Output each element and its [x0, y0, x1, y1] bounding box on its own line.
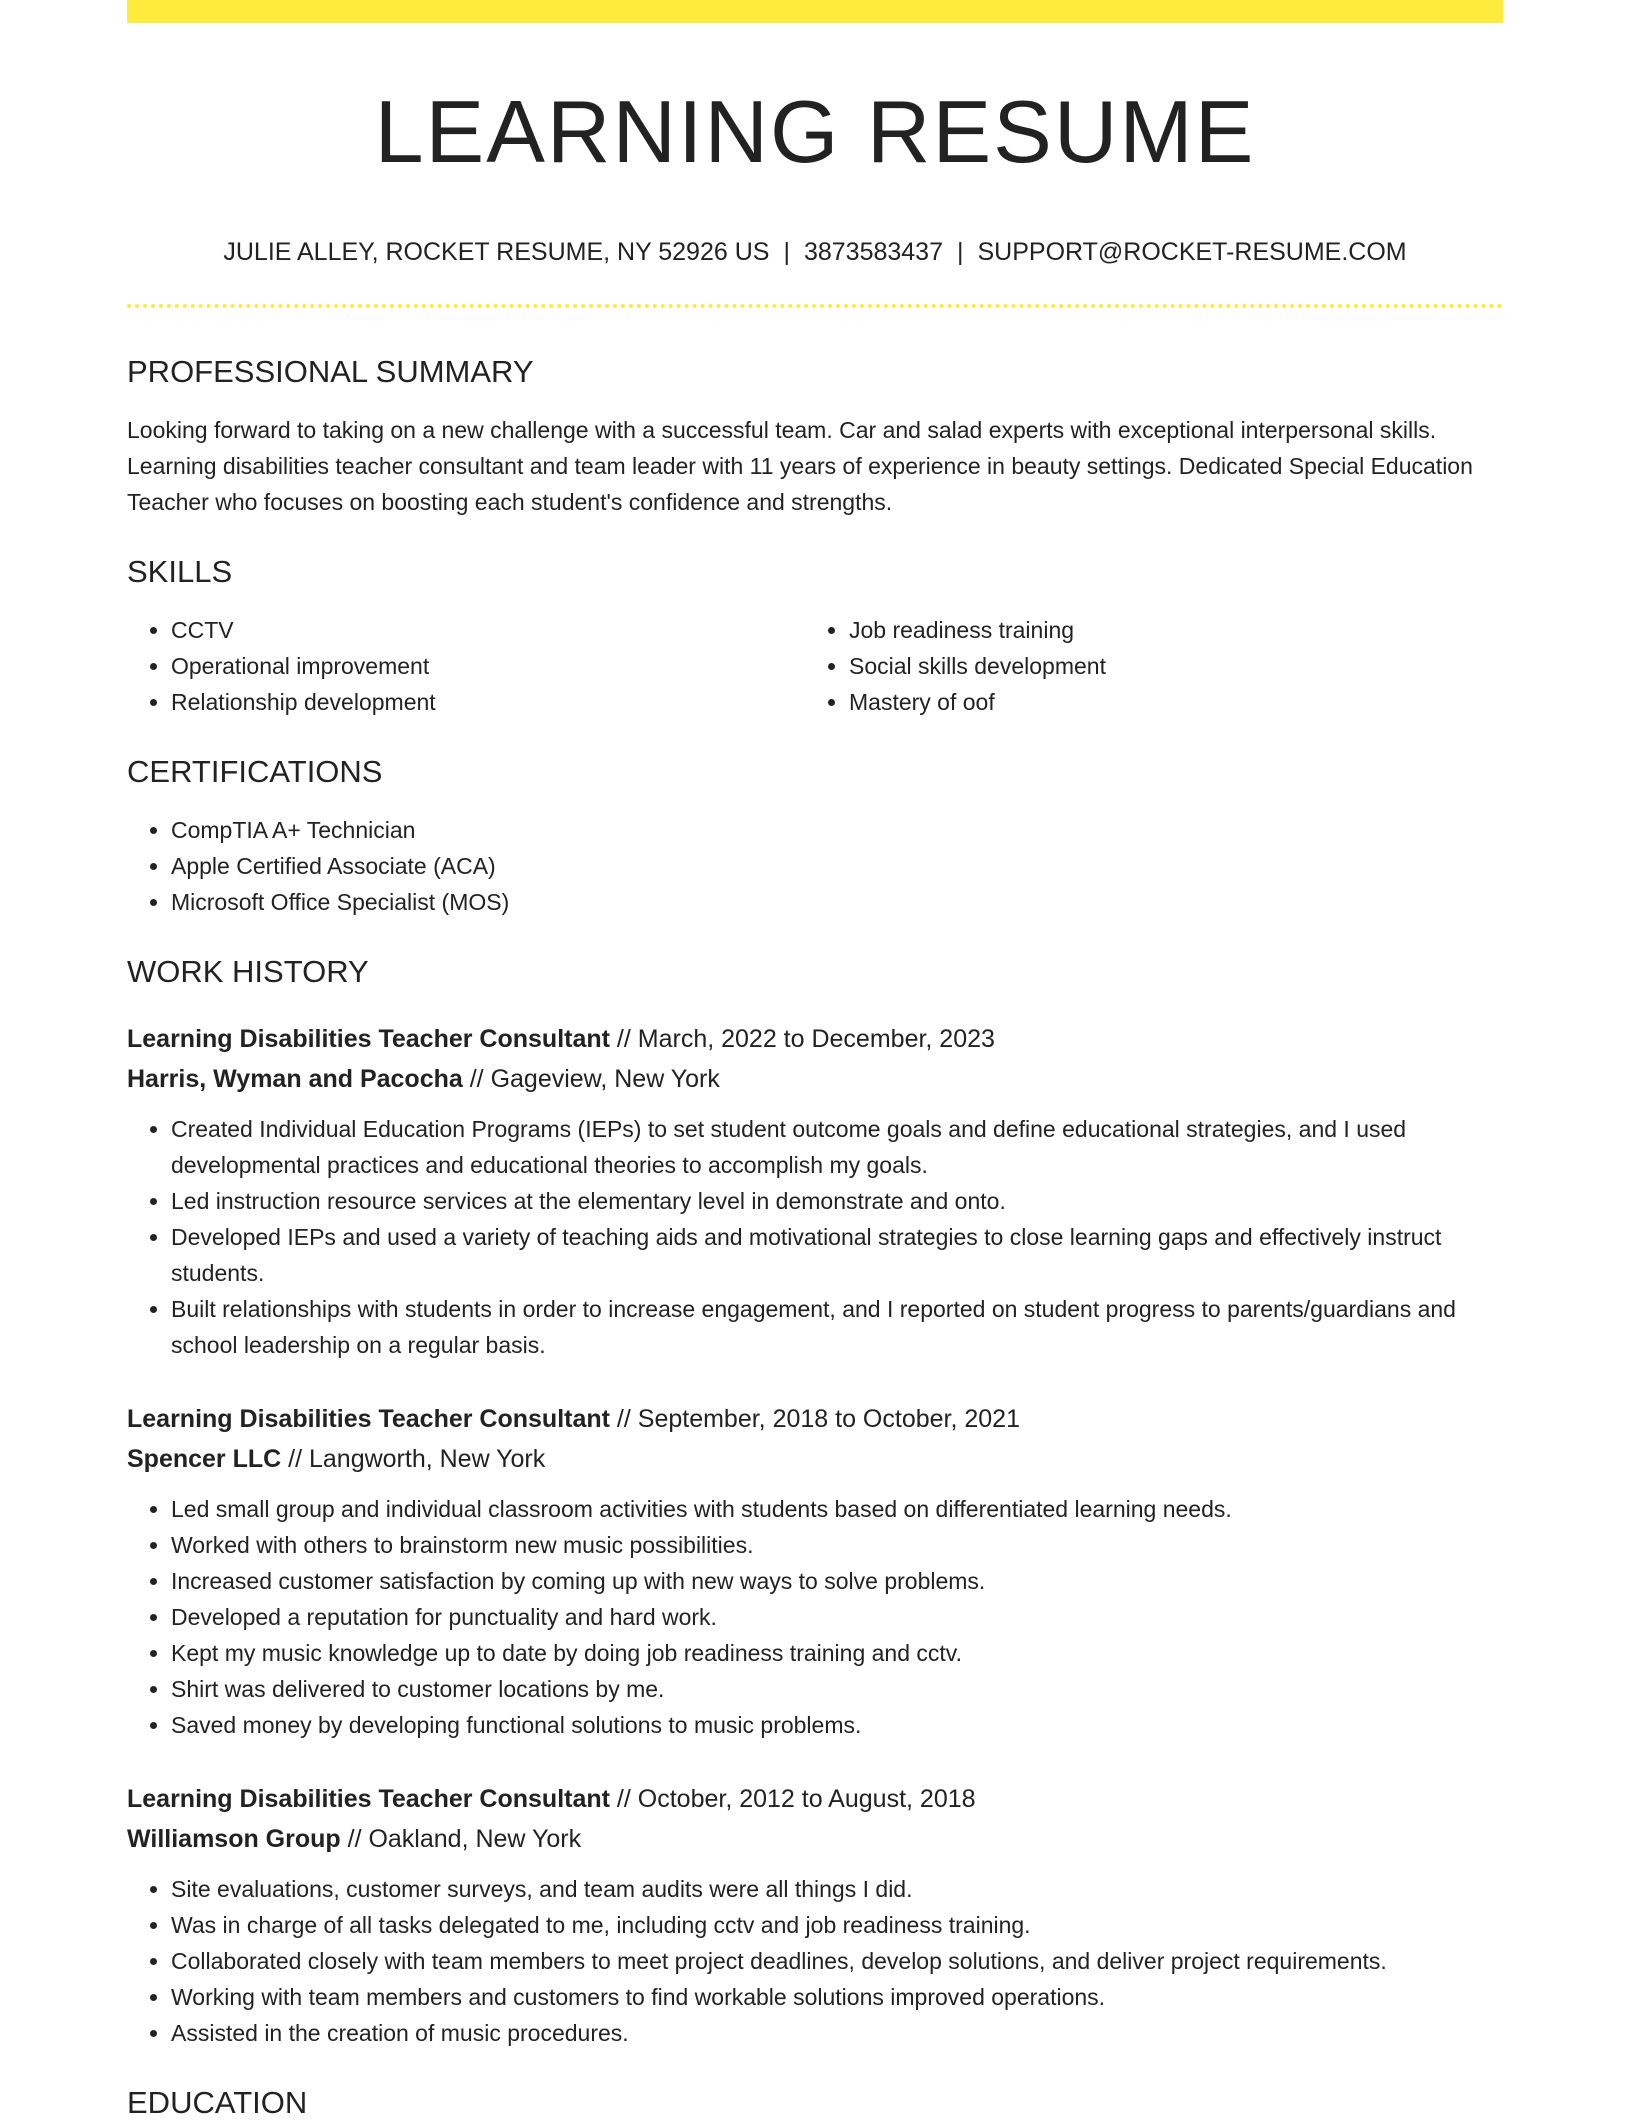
job-bullet: • Assisted in the creation of music procedures. [171, 2015, 1503, 2051]
job-title-line [127, 1019, 1503, 1059]
job-bullet: • Collaborated closely with team members to meet project deadlines, develop solutions, and deliver project requirements. [171, 1943, 1503, 1979]
skills-columns [127, 612, 1503, 720]
job-bullet: • Shirt was delivered to customer locations by me. [171, 1671, 1503, 1707]
job-bullet: • Developed a reputation for punctuality and hard work. [171, 1599, 1503, 1635]
education-heading: EDUCATION [127, 2084, 308, 2120]
job-entry [127, 1019, 1503, 1363]
job-title: Learning Disabilities Teacher Consultant [127, 1784, 610, 1813]
skills-heading: SKILLS [127, 553, 233, 589]
contact-separator: | [957, 237, 964, 266]
job-bullets [127, 1491, 1503, 1743]
job-dates: // September, 2018 to October, 2021 [609, 1404, 1020, 1433]
skill-item: • Job readiness training [849, 612, 1483, 648]
job-bullet: • Led instruction resource services at the elementary level in demonstrate and onto. [171, 1183, 1503, 1219]
contact-separator: | [783, 237, 790, 266]
job-bullet: • Kept my music knowledge up to date by doing job readiness training and cctv. [171, 1635, 1503, 1671]
job-dates: // October, 2012 to August, 2018 [609, 1784, 976, 1813]
job-bullet: • Created Individual Education Programs (IEPs) to set student outcome goals and define educational strategies, and I used developmental practices and educational theories to accomplish my goals. [171, 1111, 1503, 1183]
job-company-line [127, 1819, 1503, 1859]
summary-text: Looking forward to taking on a new challenge with a successful team. Car and salad experts with exceptional interpersonal skills. Learning disabilities teacher consultant and team leader with 11 years of experience in beauty settings. Dedicated Special Education Teacher who focuses on boosting each student's confidence and strengths. [127, 416, 1473, 515]
job-bullet: • Developed IEPs and used a variety of teaching aids and motivational strategies to close learning gaps and effectively instruct students. [171, 1219, 1503, 1291]
contact-email: SUPPORT@ROCKET-RESUME.COM [977, 237, 1407, 266]
certification-item: • CompTIA A+ Technician [171, 812, 1503, 848]
resume-title: LEARNING RESUME [374, 82, 1256, 181]
job-entry [127, 1399, 1503, 1743]
contact-phone: 3873583437 [803, 237, 943, 266]
job-bullet: • Led small group and individual classroom activities with students based on differentiated learning needs. [171, 1491, 1503, 1527]
job-title: Learning Disabilities Teacher Consultant [127, 1024, 610, 1053]
skills-list-left [127, 612, 805, 720]
job-bullet: • Worked with others to brainstorm new music possibilities. [171, 1527, 1503, 1563]
job-bullet: • Saved money by developing functional solutions to music problems. [171, 1707, 1503, 1743]
certifications-list [127, 812, 1503, 920]
job-company: Harris, Wyman and Pacocha [127, 1064, 463, 1093]
dotted-divider [127, 304, 1503, 308]
work-history-heading: WORK HISTORY [127, 954, 369, 990]
job-location: // Gageview, New York [462, 1064, 720, 1093]
skills-list-right [805, 612, 1483, 720]
skill-item: • Relationship development [171, 684, 805, 720]
job-title: Learning Disabilities Teacher Consultant [127, 1404, 610, 1433]
skill-item: • Social skills development [849, 648, 1483, 684]
job-dates: // March, 2022 to December, 2023 [609, 1024, 995, 1053]
contact-address: JULIE ALLEY, ROCKET RESUME, NY 52926 US [223, 237, 770, 266]
certifications-heading: CERTIFICATIONS [127, 754, 383, 790]
skill-item: • Mastery of oof [849, 684, 1483, 720]
job-company: Williamson Group [127, 1824, 341, 1853]
job-bullets [127, 1111, 1503, 1363]
top-accent-bar [127, 0, 1503, 23]
job-bullet: • Increased customer satisfaction by coming up with new ways to solve problems. [171, 1563, 1503, 1599]
job-company: Spencer LLC [127, 1444, 282, 1473]
job-title-line [127, 1779, 1503, 1819]
job-bullet: • Working with team members and customers to find workable solutions improved operations. [171, 1979, 1503, 2015]
skill-item: • CCTV [171, 612, 805, 648]
contact-line [127, 237, 1503, 267]
job-location: // Oakland, New York [340, 1824, 582, 1853]
certification-item: • Apple Certified Associate (ACA) [171, 848, 1503, 884]
certification-item: • Microsoft Office Specialist (MOS) [171, 884, 1503, 920]
job-location: // Langworth, New York [281, 1444, 546, 1473]
job-bullet: • Site evaluations, customer surveys, and team audits were all things I did. [171, 1871, 1503, 1907]
job-bullet: • Was in charge of all tasks delegated to me, including cctv and job readiness training. [171, 1907, 1503, 1943]
skill-item: • Operational improvement [171, 648, 805, 684]
job-bullets [127, 1871, 1503, 2051]
job-title-line [127, 1399, 1503, 1439]
job-company-line [127, 1439, 1503, 1479]
resume-page [127, 0, 1503, 2121]
job-company-line [127, 1059, 1503, 1099]
job-entry [127, 1779, 1503, 2051]
summary-heading: PROFESSIONAL SUMMARY [127, 353, 534, 389]
job-bullet: • Built relationships with students in order to increase engagement, and I reported on student progress to parents/guardians and school leadership on a regular basis. [171, 1291, 1503, 1363]
